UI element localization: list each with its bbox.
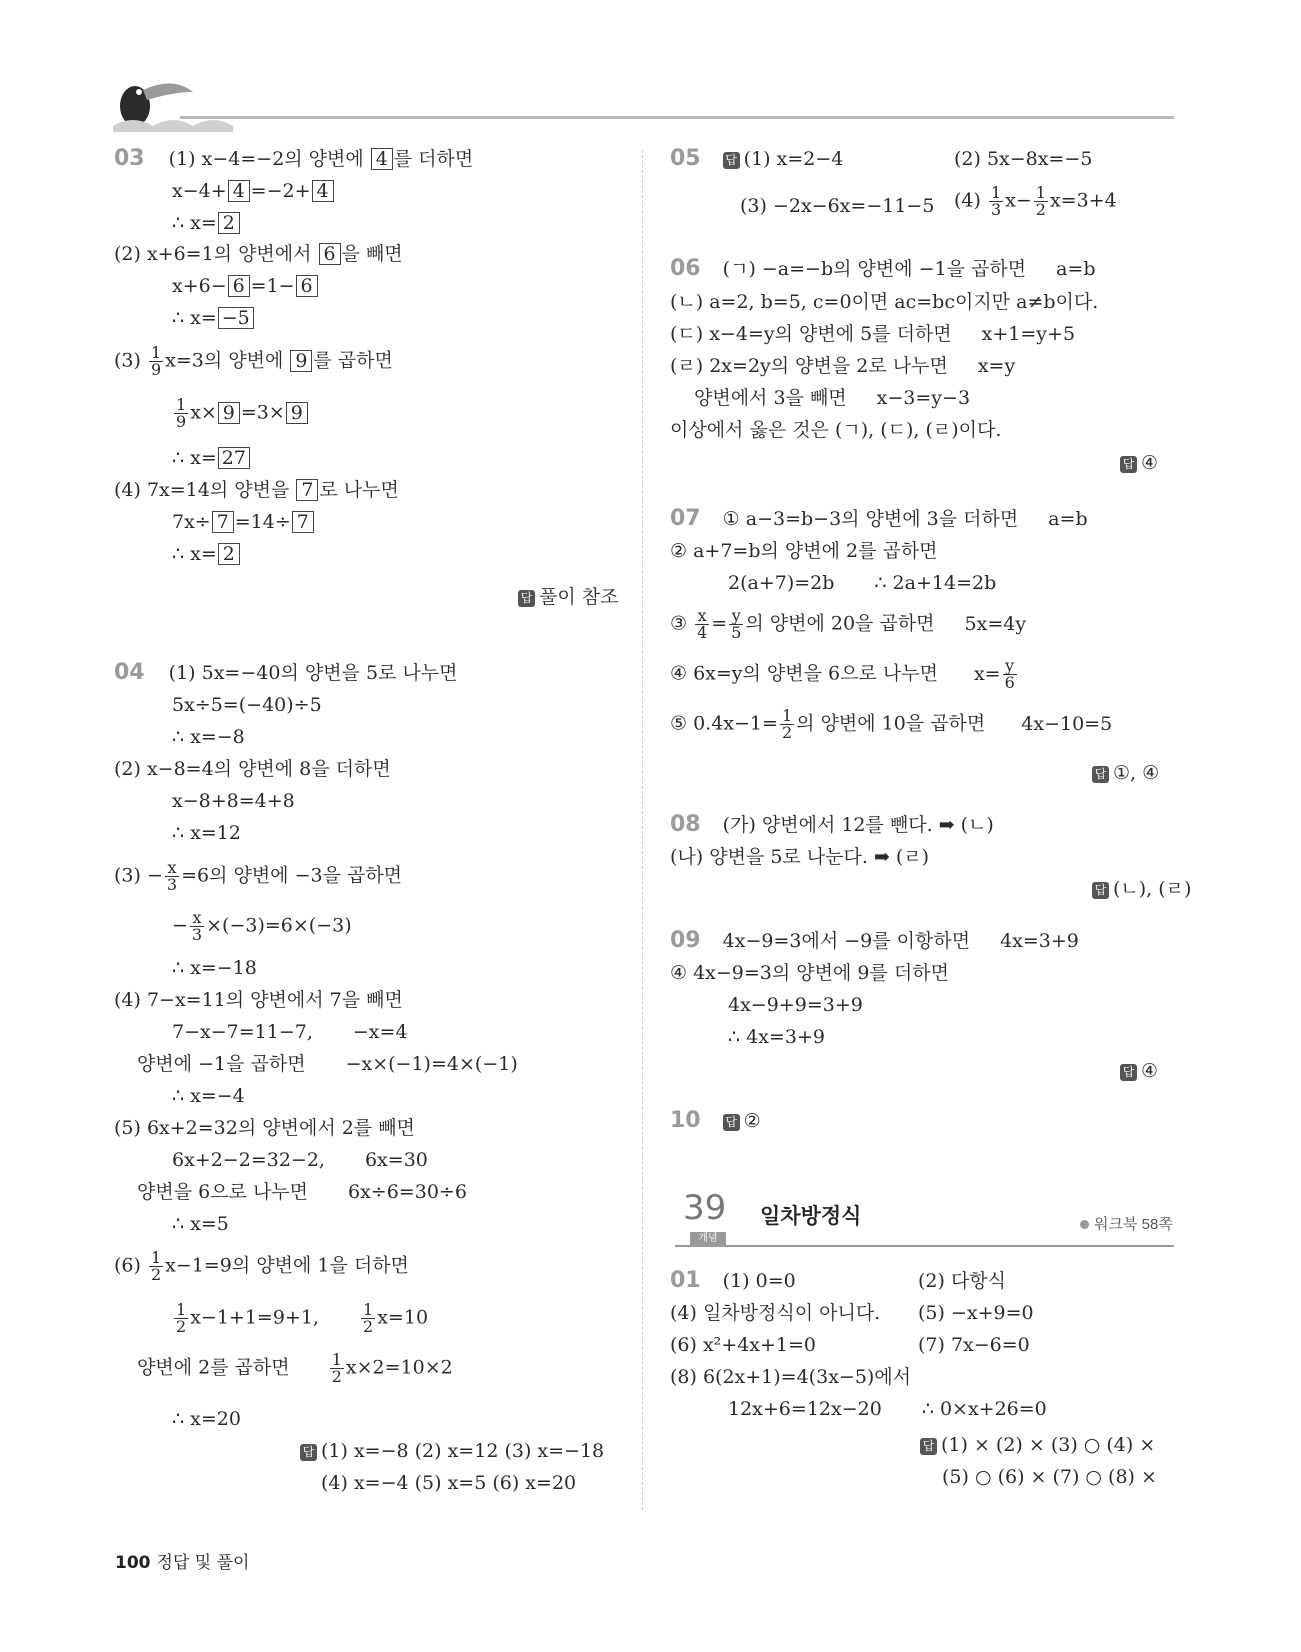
- step-line: 7−x−7=11−7, −x=4: [172, 1021, 408, 1043]
- step-line: 6x+2−2=32−2, 6x=30: [172, 1149, 428, 1171]
- result-line: ∴ x= 27: [172, 445, 251, 471]
- step-line: 이상에서 옳은 것은 (ㄱ), (ㄷ), (ㄹ)이다.: [670, 419, 1002, 441]
- step-line: ③ $\frac{x}{4}$ = $\frac{y}{5}$ 의 양변에 20을 곱하면 5x=4y: [670, 606, 1027, 642]
- step-line: x−4+ 4 =−2+ 4: [172, 178, 335, 204]
- result-line: ∴ x=−4: [172, 1085, 245, 1107]
- result-line: ∴ x=−18: [172, 957, 257, 979]
- step-line: ④ 4x−9=3의 양변에 9를 더하면: [670, 962, 949, 984]
- footer-label: 정답 및 풀이: [156, 1553, 250, 1573]
- problem-03: 03 (1) x−4=−2의 양변에 4 를 더하면: [114, 146, 474, 171]
- step-line: (2) x−8=4의 양변에 8을 더하면: [114, 758, 391, 780]
- step-line: 4x−9+9=3+9: [728, 994, 863, 1016]
- step-line: ⑤ 0.4x−1= $\frac{1}{2}$ 의 양변에 10을 곱하면 4x−10=5: [670, 706, 1113, 742]
- step-line: (ㄹ) 2x=2y의 양변을 2로 나누면 x=y: [670, 355, 1016, 377]
- problem-09: 09 4x−9=3에서 −9를 이항하면 4x=3+9: [670, 928, 1079, 953]
- answer-mark-icon: 답: [723, 1114, 740, 1131]
- problem-number: 04: [114, 660, 145, 685]
- step-line: − $\frac{x}{3}$ ×(−3)=6×(−3): [172, 908, 352, 944]
- answer-item: (4) $\frac{1}{3}$ x− $\frac{1}{2}$ x=3+4: [954, 183, 1117, 219]
- step-line: 2(a+7)=2b ∴ 2a+14=2b: [728, 572, 997, 594]
- step-line: 양변에 −1을 곱하면 −x×(−1)=4×(−1): [137, 1053, 518, 1075]
- step-line: (6) $\frac{1}{2}$ x−1=9의 양변에 1을 더하면: [114, 1248, 409, 1284]
- step-line: (2) x+6=1의 양변에서 6 을 빼면: [114, 243, 403, 265]
- step-line: (ㄷ) x−4=y의 양변에 5를 더하면 x+1=y+5: [670, 323, 1076, 345]
- footer: [115, 1548, 249, 1573]
- page-number: 100: [115, 1553, 151, 1573]
- problem-01: 01 (1) 0=0: [670, 1268, 796, 1293]
- answer-line: 답 (1) × (2) × (3) ○ (4) ×: [920, 1432, 1155, 1458]
- answer-line: 답 풀이 참조: [518, 584, 618, 610]
- answer-item: (4) 일차방정식이 아니다.: [670, 1302, 881, 1324]
- step-line: 5x÷5=(−40)÷5: [172, 694, 322, 716]
- problem-number: 03: [114, 146, 145, 171]
- result-line: ∴ x=−8: [172, 726, 245, 748]
- section-badge: 개념: [690, 1232, 726, 1246]
- header-rule: [180, 116, 1174, 119]
- problem-08: 08 (가) 양변에서 12를 뺀다. ➡ (ㄴ): [670, 812, 994, 837]
- step-line: (5) 6x+2=32의 양변에서 2를 빼면: [114, 1117, 415, 1139]
- result-line: ∴ 4x=3+9: [728, 1026, 825, 1048]
- problem-04: 04 (1) 5x=−40의 양변을 5로 나누면: [114, 660, 458, 685]
- step-line: ② a+7=b의 양변에 2를 곱하면: [670, 540, 938, 562]
- answer-line: 답 ④: [1120, 1058, 1158, 1084]
- answer-item: (6) x²+4x+1=0: [670, 1334, 817, 1356]
- step-line: 7x÷ 7 =14÷ 7: [172, 509, 315, 535]
- section-number: 39: [683, 1188, 727, 1228]
- step-line: x−8+8=4+8: [172, 790, 295, 812]
- problem-06: 06 (ㄱ) −a=−b의 양변에 −1을 곱하면 a=b: [670, 256, 1096, 281]
- answer-line: 답 (1) x=−8 (2) x=12 (3) x=−18: [300, 1438, 604, 1464]
- answer-mark-icon: 답: [1120, 456, 1137, 473]
- section-title: 일차방정식: [760, 1205, 862, 1228]
- problem-number: 10: [670, 1108, 701, 1133]
- result-line: ∴ x= 2: [172, 210, 241, 236]
- problem-05: 05 답 (1) x=2−4: [670, 146, 844, 171]
- problem-number: 09: [670, 928, 701, 953]
- answer-line: (5) ○ (6) × (7) ○ (8) ×: [942, 1466, 1157, 1488]
- answer-item: (3) −2x−6x=−11−5: [740, 195, 935, 217]
- answer-item: (2) 5x−8x=−5: [954, 148, 1093, 170]
- problem-number: 05: [670, 146, 701, 171]
- answer-mark-icon: 답: [1120, 1064, 1137, 1081]
- step-line: (3) $\frac{1}{9}$ x=3의 양변에 9 를 곱하면: [114, 343, 393, 379]
- answer-item: (2) 다항식: [918, 1270, 1007, 1292]
- bullet-icon: [1080, 1220, 1089, 1229]
- step-line: $\frac{1}{9}$ x× 9 =3× 9: [172, 397, 309, 430]
- problem-10: 10 답 ②: [670, 1108, 761, 1133]
- section-rule: [675, 1245, 1174, 1247]
- answer-item: (8) 6(2x+1)=4(3x−5)에서: [670, 1366, 912, 1388]
- step-line: $\frac{1}{2}$ x−1+1=9+1, $\frac{1}{2}$ x=10: [176, 1300, 429, 1336]
- answer-mark-icon: 답: [518, 590, 535, 607]
- answer-item: (5) −x+9=0: [918, 1302, 1034, 1324]
- answer-line: (4) x=−4 (5) x=5 (6) x=20: [321, 1472, 577, 1494]
- answer-mark-icon: 답: [723, 152, 740, 169]
- problem-number: 06: [670, 256, 701, 281]
- step-line: (ㄴ) a=2, b=5, c=0이면 ac=bc이지만 a≠b이다.: [670, 291, 1099, 313]
- problem-number: 07: [670, 506, 701, 531]
- step-line: 양변에 2를 곱하면 $\frac{1}{2}$ x×2=10×2: [137, 1350, 453, 1386]
- answer-mark-icon: 답: [1092, 882, 1109, 899]
- workbook-ref: 워크북 58쪽: [1080, 1213, 1173, 1234]
- answer-line: 답 ④: [1120, 450, 1158, 476]
- problem-number: 08: [670, 812, 701, 837]
- step-line: 양변을 6으로 나누면 6x÷6=30÷6: [137, 1181, 467, 1203]
- answer-line: 답 (ㄴ), (ㄹ): [1092, 876, 1191, 902]
- answer-line: 답 ①, ④: [1092, 760, 1159, 786]
- step-line: (나) 양변을 5로 나눈다. ➡ (ㄹ): [670, 846, 930, 868]
- problem-07: 07 ① a−3=b−3의 양변에 3을 더하면 a=b: [670, 506, 1088, 531]
- step-line: x+6− 6 =1− 6: [172, 273, 319, 299]
- answer-mark-icon: 답: [920, 1438, 937, 1455]
- result-line: ∴ x=5: [172, 1213, 229, 1235]
- step-line: 12x+6=12x−20 ∴ 0×x+26=0: [728, 1398, 1047, 1420]
- step-line: ④ 6x=y의 양변을 6으로 나누면 x= $\frac{y}{6}$: [670, 656, 1015, 692]
- result-line: ∴ x=12: [172, 822, 241, 844]
- result-line: ∴ x=20: [172, 1408, 241, 1430]
- step-line: (3) − $\frac{x}{3}$ =6의 양변에 −3을 곱하면: [114, 858, 403, 894]
- result-line: ∴ x= 2: [172, 541, 241, 567]
- answer-item: (7) 7x−6=0: [918, 1334, 1030, 1356]
- answer-mark-icon: 답: [300, 1444, 317, 1461]
- result-line: ∴ x= −5: [172, 305, 255, 331]
- problem-number: 01: [670, 1268, 701, 1293]
- step-line: (4) 7x=14의 양변을 7 로 나누면: [114, 479, 399, 501]
- answer-mark-icon: 답: [1092, 766, 1109, 783]
- step-line: 양변에서 3을 빼면 x−3=y−3: [694, 387, 971, 409]
- step-line: (4) 7−x=11의 양변에서 7을 빼면: [114, 989, 403, 1011]
- column-divider: [642, 150, 643, 1510]
- toucan-mascot-icon: [113, 70, 243, 132]
